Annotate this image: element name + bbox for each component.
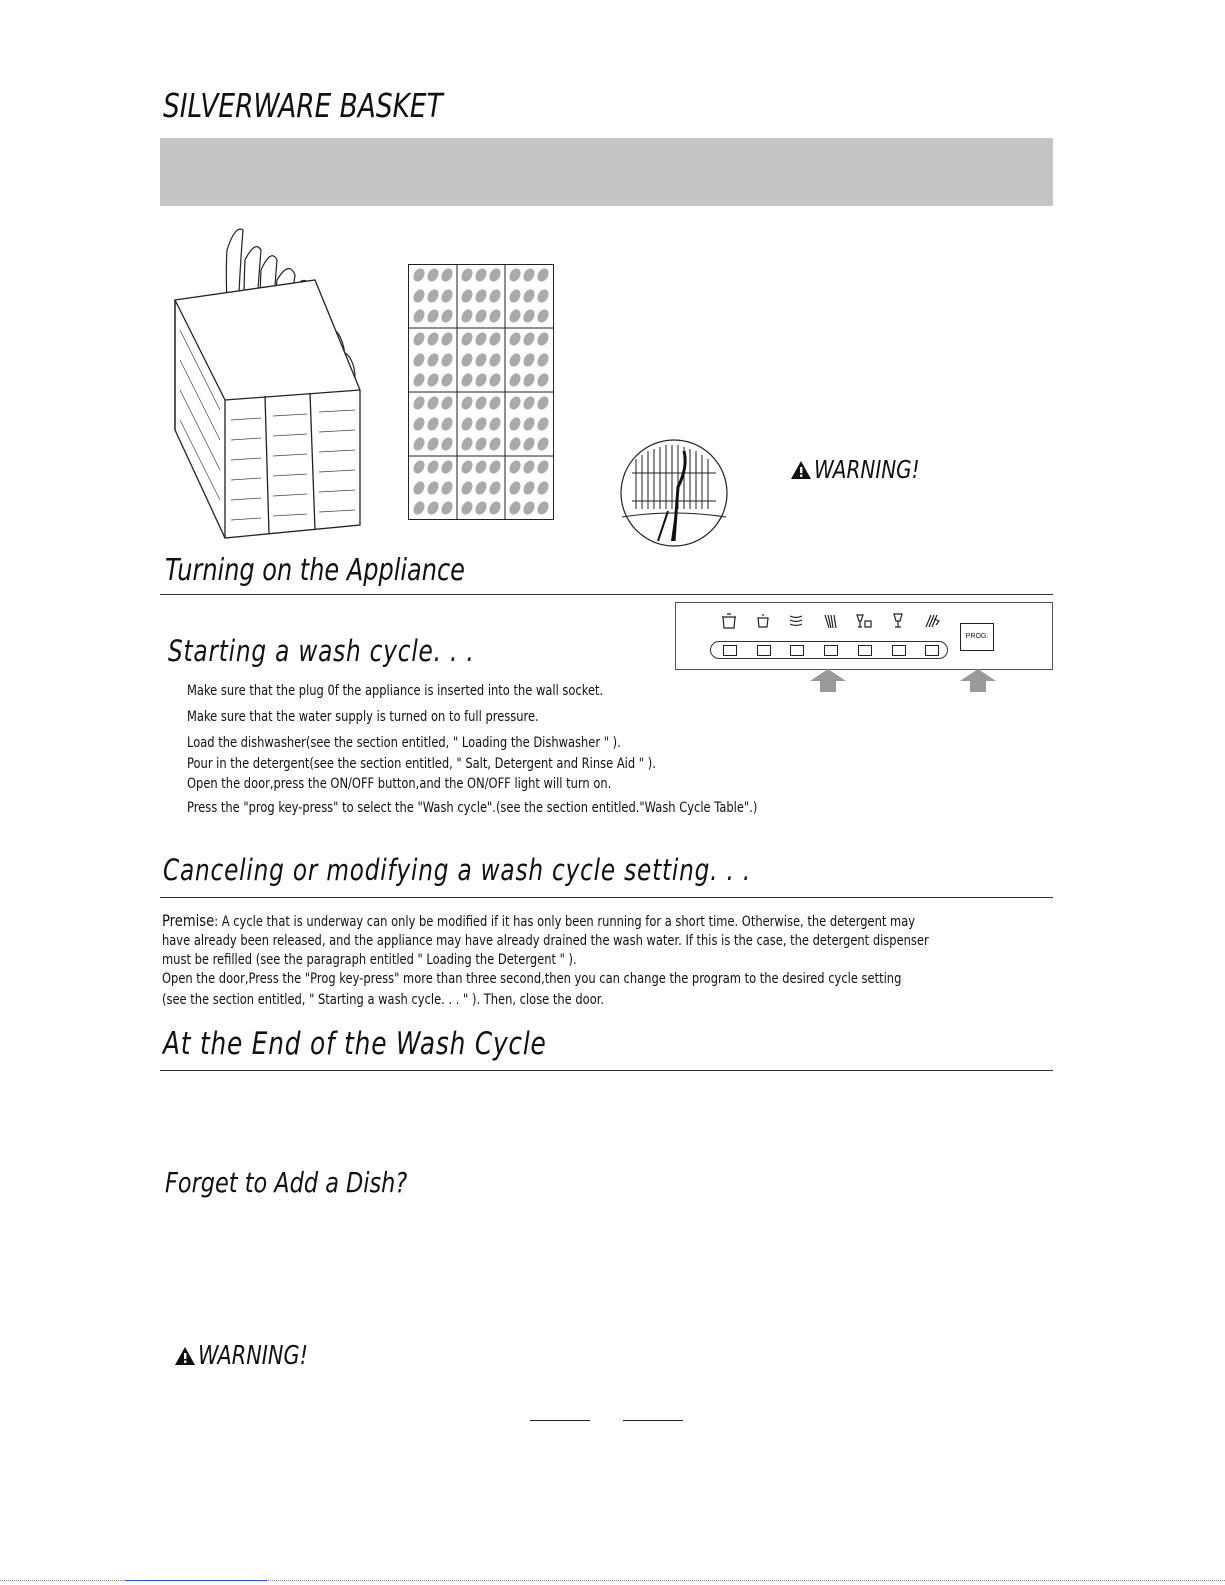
paragraph-line: have already been released, and the appliance may have already drained the wash water. If this is the case, the detergent dispenser bbox=[162, 933, 929, 949]
premise-line bbox=[162, 911, 915, 930]
warning-header-bottom bbox=[174, 1341, 335, 1371]
warning-triangle-icon bbox=[174, 1346, 196, 1366]
warning-label: WARNING! bbox=[198, 1341, 308, 1371]
prog-button[interactable]: PROG. bbox=[960, 623, 994, 651]
step-line: Load the dishwasher(see the section entitled, " Loading the Dishwasher " ). bbox=[187, 735, 621, 751]
indicator-light bbox=[925, 645, 939, 656]
basket-grid-illustration bbox=[408, 264, 554, 520]
indicator-light bbox=[824, 645, 838, 656]
page-title: SILVERWARE BASKET bbox=[163, 86, 443, 125]
paragraph-line: (see the section entitled, " Starting a wash cycle. . . " ). Then, close the door. bbox=[162, 992, 605, 1008]
section-divider bbox=[160, 1070, 1053, 1071]
quick-wash-icon bbox=[922, 611, 942, 631]
warning-header-top bbox=[790, 455, 946, 484]
step-line: Make sure that the plug 0f the appliance is inserted into the wall socket. bbox=[187, 683, 604, 699]
wine-glass-icon bbox=[888, 611, 908, 631]
premise-text: : A cycle that is underway can only be modified if it has only been running for a short time. Otherwise, the detergent may bbox=[214, 914, 916, 930]
blank-underline bbox=[530, 1420, 590, 1421]
indicator-light bbox=[892, 645, 906, 656]
indicator-light bbox=[858, 645, 872, 656]
step-line: Pour in the detergent(see the section entitled, " Salt, Detergent and Rinse Aid " ). bbox=[187, 756, 656, 772]
up-arrow-icon bbox=[958, 668, 998, 692]
section-heading-end-cycle: At the End of the Wash Cycle bbox=[163, 1026, 547, 1062]
glass-plate-icon bbox=[854, 611, 874, 631]
step-line: Make sure that the water supply is turned on to full pressure. bbox=[187, 709, 539, 725]
control-panel-diagram bbox=[675, 602, 1053, 670]
warning-triangle-icon bbox=[790, 460, 812, 480]
indicator-light bbox=[790, 645, 804, 656]
premise-label: Premise bbox=[162, 911, 215, 930]
warning-label: WARNING! bbox=[814, 455, 920, 484]
gray-banner bbox=[160, 138, 1053, 206]
step-line: Open the door,press the ON/OFF button,and the ON/OFF light will turn on. bbox=[187, 776, 612, 792]
subheading-starting-wash: Starting a wash cycle. . . bbox=[168, 634, 475, 668]
section-heading-canceling: Canceling or modifying a wash cycle setting. . . bbox=[163, 853, 752, 887]
cutlery-icon bbox=[820, 611, 840, 631]
blank-underline bbox=[623, 1420, 683, 1421]
silverware-basket-illustration bbox=[165, 220, 365, 540]
cutlery-detail-circle bbox=[618, 437, 730, 549]
section-heading-turning-on: Turning on the Appliance bbox=[165, 553, 465, 588]
indicator-light bbox=[757, 645, 771, 656]
heavy-pot-icon bbox=[719, 611, 739, 631]
plates-icon bbox=[786, 611, 806, 631]
paragraph-line: must be refilled (see the paragraph entitled " Loading the Detergent " ). bbox=[162, 952, 577, 968]
section-divider bbox=[160, 897, 1053, 898]
paragraph-line: Open the door,Press the "Prog key-press" more than three second,then you can change the program to the desired cycle setting bbox=[162, 971, 902, 987]
up-arrow-icon bbox=[808, 668, 848, 692]
page-bottom-link-line bbox=[125, 1580, 267, 1581]
section-divider bbox=[160, 594, 1053, 595]
pot-icon bbox=[753, 611, 773, 631]
indicator-light bbox=[723, 645, 737, 656]
section-heading-forget-dish: Forget to Add a Dish? bbox=[165, 1166, 408, 1199]
indicator-lights-bar bbox=[710, 641, 948, 659]
step-line: Press the "prog key-press" to select the "Wash cycle".(see the section entitled."Wash Cycle Table".) bbox=[187, 800, 758, 816]
